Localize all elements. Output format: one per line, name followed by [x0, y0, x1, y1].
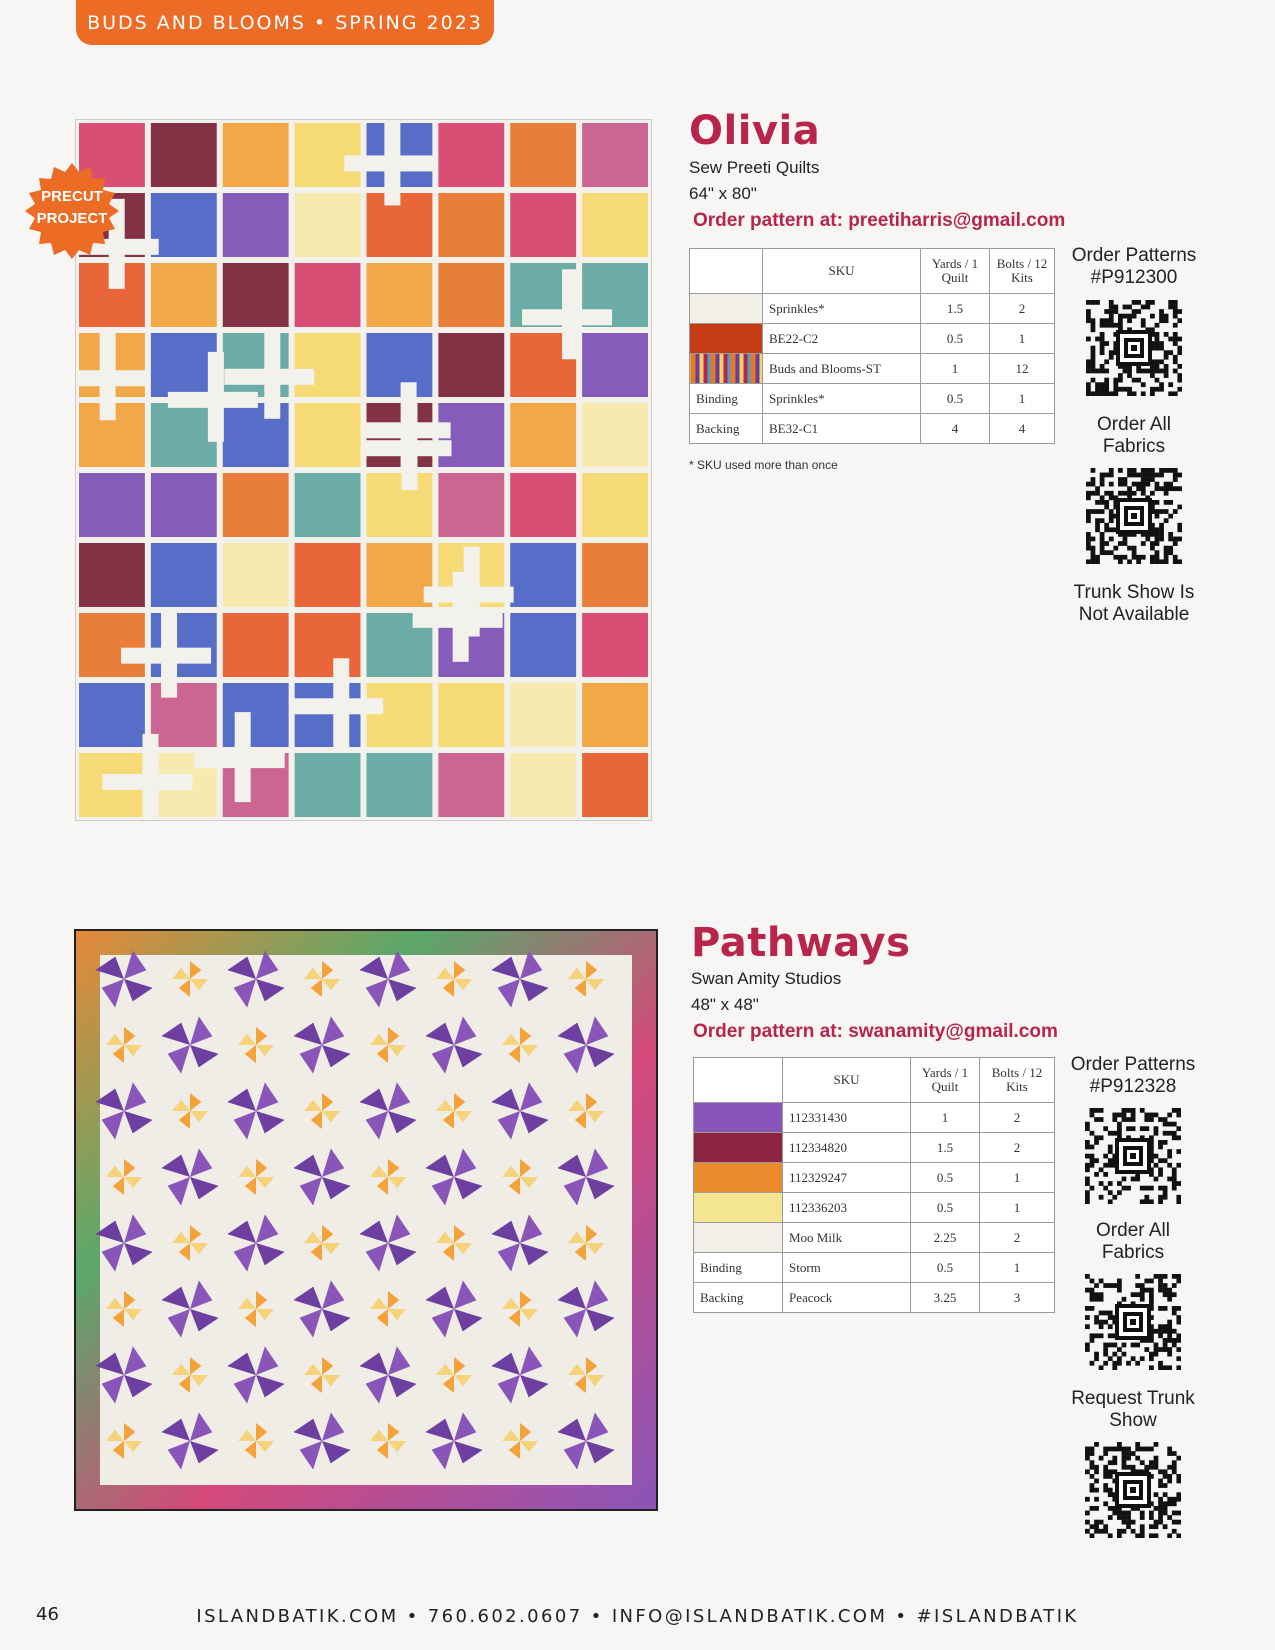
yards-value: 2.25 [911, 1223, 980, 1253]
order-fabrics-label [1058, 1220, 1208, 1264]
fabric-sku: 112336203 [783, 1193, 911, 1223]
fabric-sku: Sprinkles* [763, 384, 921, 414]
row-label: Binding [690, 384, 763, 414]
fabric-sku: Sprinkles* [763, 294, 921, 324]
precut-badge-text [24, 186, 120, 230]
fabric-swatch [694, 1163, 783, 1193]
pathways-fabric-table [693, 1057, 1055, 1313]
fabric-sku: BE32-C1 [763, 414, 921, 444]
bolts-value: 2 [990, 294, 1055, 324]
side-label-line: #P912328 [1089, 1076, 1177, 1097]
bolts-header: Bolts / 12 Kits [990, 249, 1055, 294]
bolts-value: 1 [990, 324, 1055, 354]
row-label: Backing [694, 1283, 783, 1313]
yards-header: Yards / 1 Quilt [911, 1058, 980, 1103]
table-row [694, 1223, 1055, 1253]
olivia-footnote: * SKU used more than once [689, 458, 838, 472]
side-label-line: Order Patterns [1071, 245, 1197, 266]
fabric-sku: Peacock [783, 1283, 911, 1313]
olivia-size: 64" x 80" [689, 184, 757, 203]
side-label-line: Order All [1096, 1220, 1170, 1241]
side-label-line: Order All [1097, 414, 1171, 435]
bolts-header: Bolts / 12 Kits [980, 1058, 1055, 1103]
table-row [694, 1283, 1055, 1313]
side-label-line: Show [1109, 1410, 1157, 1431]
table-row [690, 354, 1055, 384]
fabric-swatch [694, 1133, 783, 1163]
page-number: 46 [36, 1604, 59, 1625]
fabric-sku: 112331430 [783, 1103, 911, 1133]
qr-code-icon[interactable] [1086, 300, 1182, 396]
bolts-value: 3 [980, 1283, 1055, 1313]
side-label-line: Order Patterns [1070, 1054, 1196, 1075]
yards-value: 1 [921, 354, 990, 384]
table-row [694, 1133, 1055, 1163]
badge-line-2: PROJECT [36, 210, 108, 227]
table-header-row [690, 249, 1055, 294]
magazine-header-tab [76, 0, 494, 45]
yards-value: 1.5 [911, 1133, 980, 1163]
qr-code-icon[interactable] [1085, 1442, 1181, 1538]
fabric-sku: Storm [783, 1253, 911, 1283]
pathways-quilt-photo [74, 929, 658, 1511]
yards-value: 3.25 [911, 1283, 980, 1313]
qr-code-icon[interactable] [1085, 1274, 1181, 1370]
order-patterns-label [1058, 1054, 1208, 1098]
yards-value: 4 [921, 414, 990, 444]
order-fabrics-label [1059, 414, 1209, 458]
olivia-fabric-table [689, 248, 1055, 444]
table-header-row [694, 1058, 1055, 1103]
bolts-value: 1 [980, 1253, 1055, 1283]
table-row [694, 1163, 1055, 1193]
row-label: Backing [690, 414, 763, 444]
fabric-swatch [694, 1103, 783, 1133]
bolts-value: 1 [980, 1193, 1055, 1223]
yards-value: 0.5 [911, 1253, 980, 1283]
fabric-sku: 112329247 [783, 1163, 911, 1193]
side-label-line: #P912300 [1090, 267, 1178, 288]
fabric-sku: 112334820 [783, 1133, 911, 1163]
side-label-line: Not Available [1078, 604, 1190, 625]
pathways-designer: Swan Amity Studios [691, 969, 842, 988]
table-row [690, 414, 1055, 444]
qr-code-icon[interactable] [1085, 1108, 1181, 1204]
yards-value: 0.5 [911, 1163, 980, 1193]
fabric-swatch [690, 294, 763, 324]
table-row [690, 384, 1055, 414]
pathways-title: Pathways [691, 920, 911, 966]
table-row [690, 324, 1055, 354]
fabric-swatch [690, 354, 763, 384]
fabric-swatch [694, 1223, 783, 1253]
bolts-value: 2 [980, 1223, 1055, 1253]
side-label-line: Fabrics [1102, 436, 1166, 457]
swatch-header [690, 249, 763, 294]
olivia-quilt-photo [75, 119, 652, 821]
request-trunk-show-label [1058, 1388, 1208, 1432]
trunk-show-label [1059, 582, 1209, 626]
bolts-value: 1 [980, 1163, 1055, 1193]
fabric-sku: Buds and Blooms-ST [763, 354, 921, 384]
pathways-size: 48" x 48" [691, 995, 759, 1014]
pathways-order-link[interactable]: Order pattern at: swanamity@gmail.com [693, 1021, 1058, 1042]
yards-value: 0.5 [921, 324, 990, 354]
table-row [694, 1253, 1055, 1283]
olivia-designer: Sew Preeti Quilts [689, 158, 820, 177]
fabric-swatch [694, 1193, 783, 1223]
fabric-sku: Moo Milk [783, 1223, 911, 1253]
side-label-line: Fabrics [1101, 1242, 1165, 1263]
fabric-swatch [690, 324, 763, 354]
bolts-value: 12 [990, 354, 1055, 384]
order-patterns-label [1059, 245, 1209, 289]
table-row [690, 294, 1055, 324]
bolts-value: 4 [990, 414, 1055, 444]
fabric-sku: BE22-C2 [763, 324, 921, 354]
olivia-order-link[interactable]: Order pattern at: preetiharris@gmail.com [693, 210, 1066, 231]
table-row [694, 1103, 1055, 1133]
yards-value: 0.5 [921, 384, 990, 414]
qr-code-icon[interactable] [1086, 468, 1182, 564]
sku-header: SKU [783, 1058, 911, 1103]
header-label: BUDS AND BLOOMS • SPRING 2023 [87, 11, 483, 34]
footer-contact: ISLANDBATIK.COM • 760.602.0607 • INFO@ISLANDBATIK.COM • #ISLANDBATIK [196, 1606, 1079, 1627]
yards-value: 1.5 [921, 294, 990, 324]
table-row [694, 1193, 1055, 1223]
yards-value: 1 [911, 1103, 980, 1133]
badge-line-1: PRECUT [41, 188, 103, 205]
olivia-title: Olivia [689, 108, 821, 154]
bolts-value: 1 [990, 384, 1055, 414]
bolts-value: 2 [980, 1103, 1055, 1133]
row-label: Binding [694, 1253, 783, 1283]
side-label-line: Trunk Show Is [1073, 582, 1195, 603]
yards-header: Yards / 1 Quilt [921, 249, 990, 294]
swatch-header [694, 1058, 783, 1103]
side-label-line: Request Trunk [1071, 1388, 1195, 1409]
bolts-value: 2 [980, 1133, 1055, 1163]
yards-value: 0.5 [911, 1193, 980, 1223]
sku-header: SKU [763, 249, 921, 294]
